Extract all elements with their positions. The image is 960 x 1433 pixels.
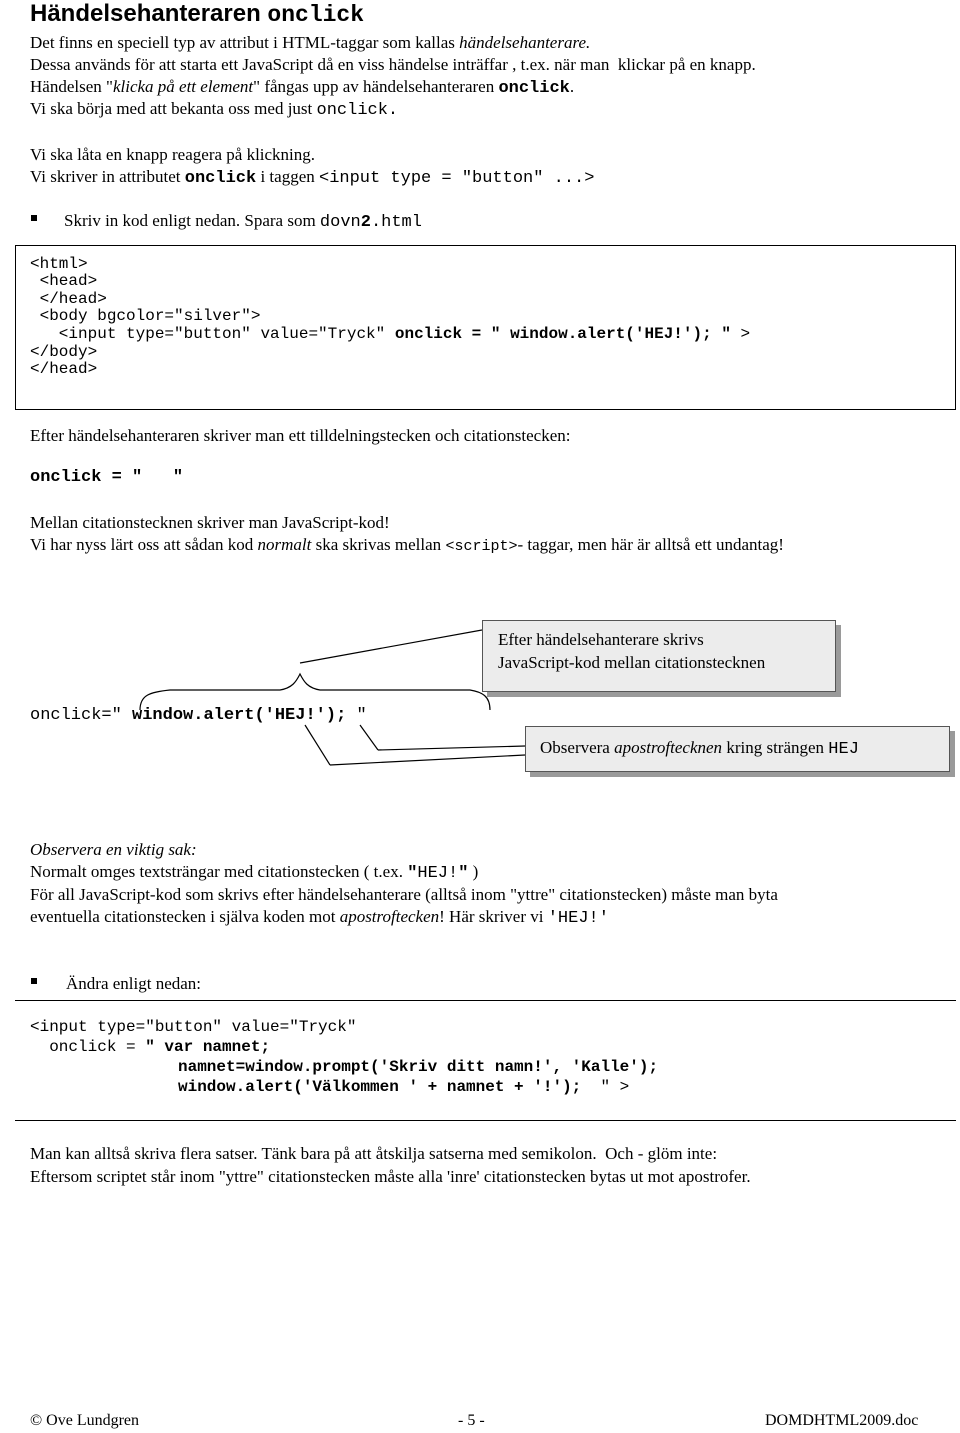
pointer-line (378, 746, 525, 750)
intro-line-1: Det finns en speciell typ av attribut i HTML-taggar som kallas händelsehanterare. (30, 33, 591, 52)
bullet-icon (31, 978, 37, 984)
pointer-line (360, 725, 378, 750)
intro-line-2: Dessa används för att starta ett JavaScript då en viss händelse inträffar , t.ex. när man klickar på en knapp. (30, 55, 756, 74)
callout-box (525, 726, 950, 772)
bullet-icon (31, 215, 37, 221)
code-line: <body bgcolor="silver"> (30, 307, 261, 325)
code-line: </body> (30, 343, 98, 361)
closing-line-2: Eftersom scriptet står inom "yttre" citationstecken måste alla 'inre' citationstecken bytas ut mot apostrofer. (30, 1167, 751, 1186)
pointer-line (305, 725, 330, 765)
note-line-3: eventuella citationstecken i själva koden mot apostroftecken! Här skriver vi 'HEJ!' (30, 907, 609, 928)
code-line: window.alert('Välkommen ' + namnet + '!'); " > (178, 1078, 630, 1096)
footer-filename: DOMDHTML2009.doc (765, 1412, 919, 1429)
code-line: <html> (30, 255, 88, 273)
code-line: <input type="button" value="Tryck" (30, 1018, 357, 1036)
note-line-2: För all JavaScript-kod som skrivs efter händelsehanterare (alltså inom "yttre" citationstecken) måste man byta (30, 885, 778, 904)
divider (15, 1000, 956, 1001)
title-code: onclick (267, 2, 365, 28)
para2-line-2: Vi skriver in attributet onclick i taggen <input type = "button" ...> (30, 167, 595, 188)
onclick-example-code: onclick=" window.alert('HEJ!'); " (30, 706, 367, 725)
code-line: onclick = " var namnet; (30, 1038, 271, 1056)
after-line-1: Efter händelsehanteraren skriver man ett tilldelningstecken och citationstecken: (30, 426, 571, 445)
code-line: </head> (30, 360, 98, 378)
after-line-2: Mellan citationstecknen skriver man JavaScript-kod! (30, 513, 390, 532)
code-line: <input type="button" value="Tryck" onclick = " window.alert('HEJ!'); " > (30, 325, 751, 343)
divider (15, 1120, 956, 1121)
code-line: <head> (30, 272, 98, 290)
step1-text: Skriv in kod enligt nedan. Spara som dovn2.html (64, 211, 422, 232)
page-title: Händelsehanteraren onclick (30, 0, 365, 28)
note-line-1: Normalt omges textsträngar med citationstecken ( t.ex. "HEJ!" ) (30, 862, 479, 883)
intro-line-3: Händelsen "klicka på ett element" fångas upp av händelsehanteraren onclick. (30, 77, 575, 98)
brace-shape (140, 674, 490, 710)
closing-line-1: Man kan alltså skriva flera satser. Tänk bara på att åtskilja satserna med semikolon. Och - glöm inte: (30, 1144, 718, 1163)
callout-line: Efter händelsehanterare skrivs (498, 630, 704, 649)
footer-page-number: - 5 - (458, 1412, 485, 1429)
callout-box (482, 620, 836, 692)
pointer-line (300, 630, 482, 663)
footer-author: © Ove Lundgren (30, 1412, 140, 1429)
para2-line-1: Vi ska låta en knapp reagera på klickning. (30, 145, 316, 164)
note-heading: Observera en viktig sak: (30, 840, 197, 859)
callout-line: Observera apostroftecknen kring strängen HEJ (540, 738, 859, 759)
step2-text: Ändra enligt nedan: (66, 974, 202, 993)
after-line-3: Vi har nyss lärt oss att sådan kod normalt ska skrivas mellan <script>- taggar, men här är alltså ett undantag! (30, 535, 784, 555)
code-line: </head> (30, 290, 107, 308)
callout-line: JavaScript-kod mellan citationstecknen (498, 653, 766, 672)
pointer-line (330, 755, 525, 765)
onclick-empty-code: onclick = " " (30, 468, 184, 487)
code-line: namnet=window.prompt('Skriv ditt namn!', 'Kalle'); (178, 1058, 659, 1076)
intro-line-4: Vi ska börja med att bekanta oss med just onclick. (30, 99, 399, 120)
